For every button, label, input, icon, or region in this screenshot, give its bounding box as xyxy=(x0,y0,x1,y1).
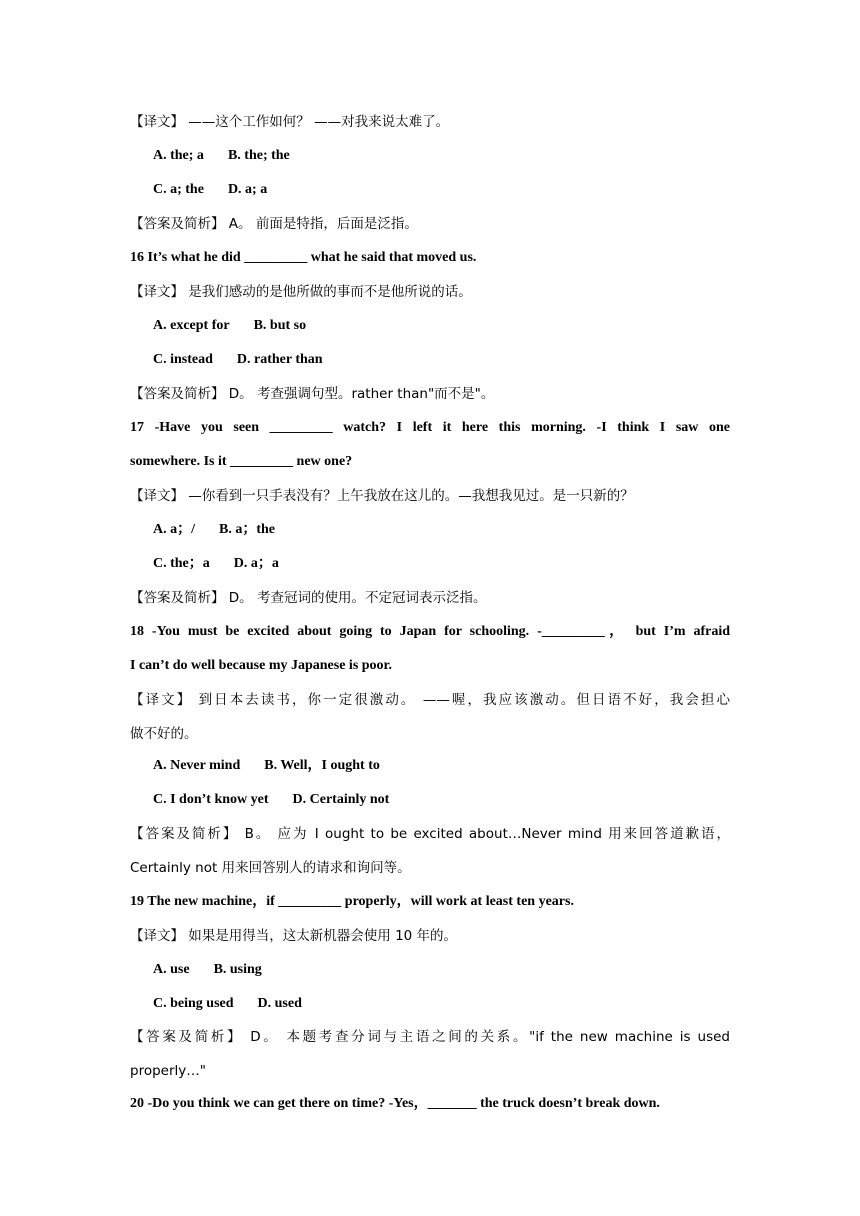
options-line xyxy=(153,180,753,200)
option-c: C. a; the xyxy=(153,182,204,197)
option-a: A. except for xyxy=(153,318,230,333)
answer-line: 【答案及简析】 A。 前面是特指，后面是泛指。 xyxy=(130,216,418,232)
options-line xyxy=(153,554,753,574)
question-18: 18 -You must be excited about going to Japan for schooling. -_________， but I’m afraid xyxy=(130,624,730,639)
option-c: C. the；a xyxy=(153,556,210,571)
options-line xyxy=(153,790,753,810)
options-line xyxy=(153,146,753,166)
question-16: 16 It’s what he did _________ what he said that moved us. xyxy=(130,250,477,265)
option-d: D. rather than xyxy=(236,352,323,367)
question-17: 17 -Have you seen _________ watch? I left it here this morning. -I think I saw one xyxy=(130,420,730,435)
option-a: A. the; a xyxy=(153,148,204,163)
options-line xyxy=(153,994,753,1014)
translation-line: 【译文】 ——这个工作如何？ ——对我来说太难了。 xyxy=(130,114,450,130)
option-b: B. the; the xyxy=(227,148,290,163)
option-b: B. Well，I ought to xyxy=(264,758,380,773)
answer-line: 【答案及简析】 D。 考查冠词的使用。不定冠词表示泛指。 xyxy=(130,590,487,606)
translation-line-cont: 做不好的。 xyxy=(130,726,198,742)
answer-line: 【答案及简析】 D。 考查强调句型。rather than"而不是"。 xyxy=(130,386,495,402)
option-a: A. use xyxy=(153,962,190,977)
options-line xyxy=(153,316,753,336)
translation-line: 【译文】 如果是用得当，这太新机器会使用 10 年的。 xyxy=(130,928,458,944)
options-line xyxy=(153,350,753,370)
option-d: D. Certainly not xyxy=(292,792,390,807)
option-d: D. a; a xyxy=(227,182,268,197)
option-c: C. I don’t know yet xyxy=(153,792,269,807)
answer-line: 【答案及简析】 D。 本题考查分词与主语之间的关系。"if the new machine is used xyxy=(130,1029,730,1045)
options-line xyxy=(153,520,753,540)
option-b: B. using xyxy=(213,962,262,977)
answer-line: 【答案及简析】 B。 应为 I ought to be excited about…Never mind 用来回答道歉语， xyxy=(130,826,730,842)
question-18-cont: I can’t do well because my Japanese is poor. xyxy=(130,658,392,673)
option-b: B. but so xyxy=(253,318,307,333)
question-19: 19 The new machine，if _________ properly，will work at least ten years. xyxy=(130,894,574,909)
question-17-cont: somewhere. Is it _________ new one? xyxy=(130,454,353,469)
translation-line: 【译文】 —你看到一只手表没有？上午我放在这儿的。—我想我见过。是一只新的？ xyxy=(130,488,634,504)
answer-line-cont: properly…" xyxy=(130,1063,206,1079)
translation-line: 【译文】 到日本去读书，你一定很激动。 ——喔，我应该激动。但日语不好，我会担心 xyxy=(130,692,730,708)
answer-line-cont: Certainly not 用来回答别人的请求和询问等。 xyxy=(130,860,411,876)
option-c: C. instead xyxy=(153,352,213,367)
options-line xyxy=(153,756,753,776)
options-line xyxy=(153,960,753,980)
option-d: D. a；a xyxy=(233,556,279,571)
option-c: C. being used xyxy=(153,996,234,1011)
option-b: B. a；the xyxy=(219,522,275,537)
question-20: 20 -Do you think we can get there on time? -Yes，_______ the truck doesn’t break down. xyxy=(130,1096,660,1111)
option-d: D. used xyxy=(257,996,302,1011)
option-a: A. Never mind xyxy=(153,758,241,773)
option-a: A. a；/ xyxy=(153,522,195,537)
translation-line: 【译文】 是我们感动的是他所做的事而不是他所说的话。 xyxy=(130,284,472,300)
